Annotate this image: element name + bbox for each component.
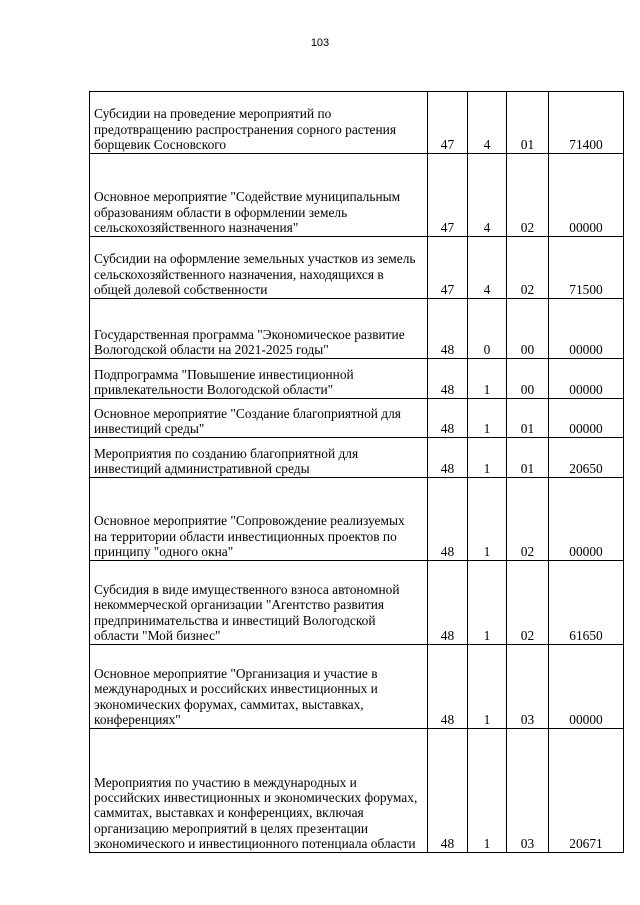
activity-code: 02: [507, 478, 549, 561]
activity-code: 00: [507, 359, 549, 399]
direction-code: 00000: [549, 478, 624, 561]
program-code: 48: [428, 399, 468, 438]
table-row: [90, 729, 624, 853]
row-description: Мероприятия по созданию благоприятной для инвестиций административной среды: [90, 438, 428, 478]
table-row: [90, 237, 624, 299]
program-code: 48: [428, 729, 468, 853]
direction-code: 00000: [549, 645, 624, 729]
activity-code: 01: [507, 438, 549, 478]
direction-code: 00000: [549, 399, 624, 438]
subprogram-code: 4: [468, 154, 507, 237]
direction-code: 00000: [549, 359, 624, 399]
row-description: Субсидии на оформление земельных участков из земель сельскохозяйственного назначения, находящихся в общей долевой собственности: [90, 237, 428, 299]
table-row: [90, 154, 624, 237]
program-code: 47: [428, 154, 468, 237]
activity-code: 02: [507, 154, 549, 237]
activity-code: 01: [507, 399, 549, 438]
subprogram-code: 1: [468, 478, 507, 561]
table-row: [90, 438, 624, 478]
row-description: Субсидии на проведение мероприятий по предотвращению распространения сорного растения борщевик Сосновского: [90, 92, 428, 154]
activity-code: 00: [507, 299, 549, 359]
direction-code: 00000: [549, 299, 624, 359]
row-description: Мероприятия по участию в международных и российских инвестиционных и экономических форумах, саммитах, выставках и конференциях, включая организацию мероприятий в целях презентации экономического и инвестиционного потенциала области: [90, 729, 428, 853]
subprogram-code: 1: [468, 561, 507, 645]
program-code: 48: [428, 645, 468, 729]
subprogram-code: 0: [468, 299, 507, 359]
table-row: [90, 299, 624, 359]
subprogram-code: 1: [468, 438, 507, 478]
direction-code: 71400: [549, 92, 624, 154]
direction-code: 20671: [549, 729, 624, 853]
program-code: 48: [428, 438, 468, 478]
activity-code: 03: [507, 729, 549, 853]
table-row: [90, 561, 624, 645]
row-description: Подпрограмма "Повышение инвестиционной привлекательности Вологодской области": [90, 359, 428, 399]
subprogram-code: 1: [468, 399, 507, 438]
budget-classification-table: [89, 91, 624, 853]
table-row: [90, 399, 624, 438]
table-row: [90, 645, 624, 729]
direction-code: 71500: [549, 237, 624, 299]
row-description: Основное мероприятие "Сопровождение реализуемых на территории области инвестиционных проектов по принципу "одного окна": [90, 478, 428, 561]
program-code: 47: [428, 237, 468, 299]
activity-code: 03: [507, 645, 549, 729]
table-row: [90, 92, 624, 154]
direction-code: 00000: [549, 154, 624, 237]
row-description: Основное мероприятие "Организация и участие в международных и российских инвестиционных и экономических форумах, саммитах, выставках, конференциях": [90, 645, 428, 729]
direction-code: 20650: [549, 438, 624, 478]
program-code: 48: [428, 359, 468, 399]
program-code: 48: [428, 561, 468, 645]
subprogram-code: 1: [468, 359, 507, 399]
activity-code: 01: [507, 92, 549, 154]
subprogram-code: 1: [468, 729, 507, 853]
activity-code: 02: [507, 561, 549, 645]
row-description: Субсидия в виде имущественного взноса автономной некоммерческой организации "Агентство развития предпринимательства и инвестиций Вологодской области "Мой бизнес": [90, 561, 428, 645]
subprogram-code: 1: [468, 645, 507, 729]
program-code: 48: [428, 299, 468, 359]
row-description: Государственная программа "Экономическое развитие Вологодской области на 2021-2025 годы": [90, 299, 428, 359]
table-row: [90, 359, 624, 399]
activity-code: 02: [507, 237, 549, 299]
subprogram-code: 4: [468, 92, 507, 154]
program-code: 48: [428, 478, 468, 561]
direction-code: 61650: [549, 561, 624, 645]
row-description: Основное мероприятие "Создание благоприятной для инвестиций среды": [90, 399, 428, 438]
table-row: [90, 478, 624, 561]
program-code: 47: [428, 92, 468, 154]
page-number: 103: [310, 37, 330, 49]
subprogram-code: 4: [468, 237, 507, 299]
row-description: Основное мероприятие "Содействие муниципальным образованиям области в оформлении земель сельскохозяйственного назначения": [90, 154, 428, 237]
